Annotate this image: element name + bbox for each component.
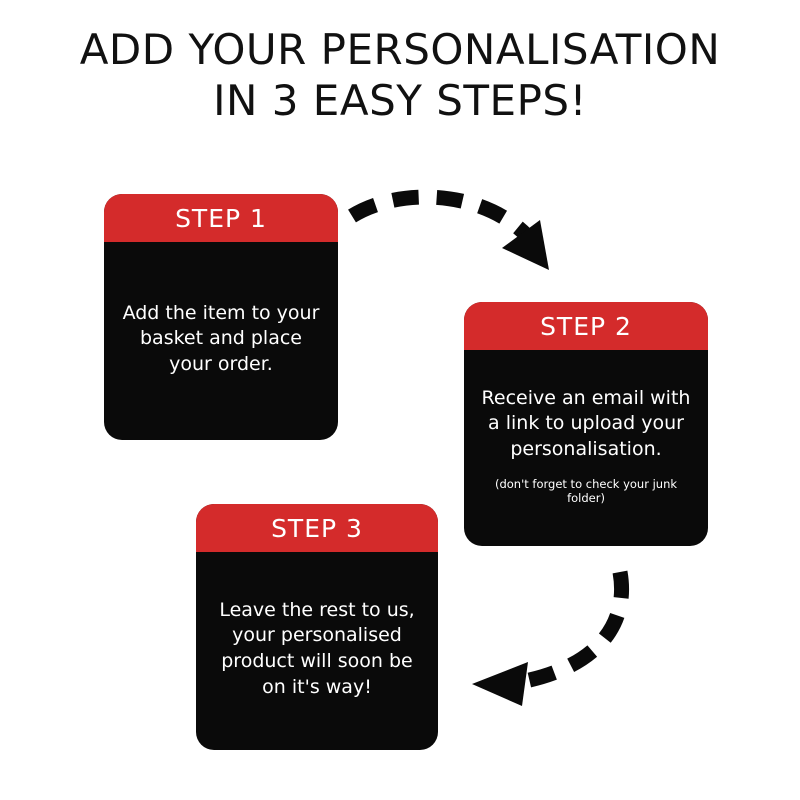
page-title-line-2: IN 3 EASY STEPS! [213,76,587,126]
step-card-2 [464,302,708,546]
step-card-1-text: Add the item to your basket and place your order. [122,301,320,375]
arrow-step2-to-step3-icon [452,566,662,721]
page-title [0,24,800,126]
step-card-3-header: STEP 3 [196,504,438,552]
step-card-1-header: STEP 1 [104,194,338,242]
step-card-2-text: Receive an email with a link to upload your personalisation. [481,386,691,460]
step-card-1 [104,194,338,440]
step-card-2-header: STEP 2 [464,302,708,350]
step-card-2-note: (don't forget to check your junk folder) [494,476,678,506]
step-card-3-text: Leave the rest to us, your personalised product will soon be on it's way! [219,598,415,698]
arrow-step1-to-step2-icon [344,186,584,311]
step-card-3-body [196,552,438,750]
step-card-2-body [464,350,708,546]
page-title-line-1: ADD YOUR PERSONALISATION [79,25,721,74]
step-card-3 [196,504,438,750]
step-card-1-body [104,242,338,440]
